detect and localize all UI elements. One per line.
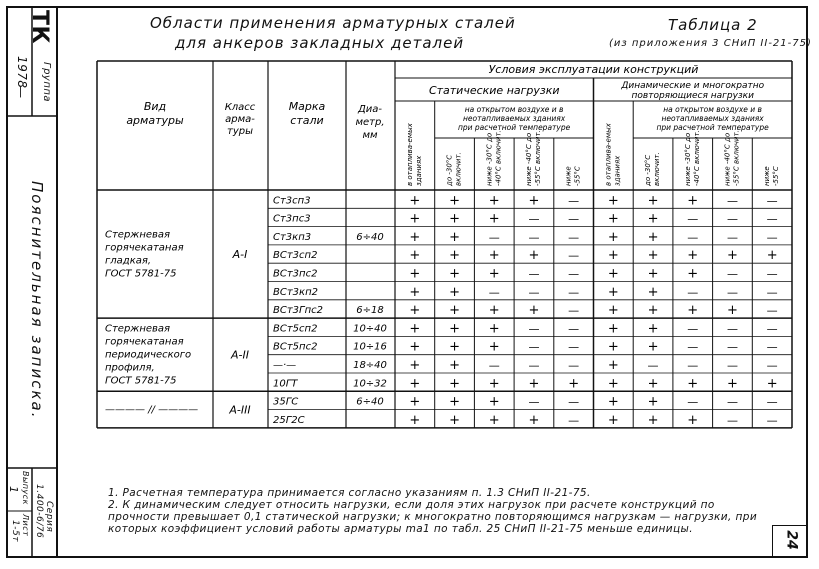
sub-header: ниже -40°С до	[524, 132, 533, 186]
applicability-mark: +	[409, 211, 421, 227]
applicability-mark: —	[528, 267, 540, 281]
grade-text: ВСт3Гпс2	[273, 305, 323, 317]
grade-text: 35ГС	[273, 396, 299, 408]
applicability-mark: —	[766, 230, 778, 244]
header-class: туры	[227, 126, 253, 137]
applicability-mark: +	[687, 303, 699, 319]
table-label: Таблица 2	[668, 16, 758, 34]
applicability-mark: +	[607, 303, 619, 319]
applicability-mark: —	[528, 359, 540, 372]
header-open-air-static: на открытом воздухе и в	[464, 105, 564, 114]
year: 1978	[15, 56, 29, 89]
applicability-mark: —	[568, 285, 580, 299]
kind-text: ———— // ————	[105, 404, 199, 416]
applicability-mark: +	[488, 412, 500, 428]
applicability-mark: +	[568, 376, 580, 392]
diameter-text: 10÷40	[353, 323, 387, 335]
applicability-mark: +	[687, 193, 699, 209]
applicability-mark: +	[488, 339, 500, 355]
sub-header: включит.	[653, 152, 662, 186]
applicability-mark: —	[488, 359, 500, 372]
diameter-text: 6÷40	[356, 396, 384, 408]
applicability-mark: +	[488, 248, 500, 264]
applicability-mark: +	[607, 248, 619, 264]
applicability-mark: —	[568, 322, 580, 336]
applicability-mark: —	[528, 322, 540, 336]
applicability-mark: +	[647, 248, 659, 264]
applicability-mark: +	[687, 376, 699, 392]
applicability-mark: —	[726, 322, 738, 336]
applicability-mark: —	[528, 285, 540, 299]
applicability-mark: +	[647, 229, 659, 245]
applicability-mark: +	[449, 266, 461, 282]
kind-text: Стержневая	[105, 229, 171, 241]
header-open-air-dynamic: на открытом воздухе и в	[663, 105, 762, 114]
applicability-mark: —	[568, 249, 580, 263]
applicability-mark: —	[726, 395, 738, 409]
diameter-text: 6÷40	[356, 231, 384, 243]
source-note: (из приложения 3 СНиП II-21-75)	[609, 38, 812, 49]
applicability-mark: +	[528, 303, 540, 319]
applicability-mark: +	[409, 248, 421, 264]
applicability-mark: +	[647, 321, 659, 337]
applicability-mark: —	[766, 304, 778, 318]
applicability-mark: +	[647, 266, 659, 282]
sub-header: -55°С включит.	[533, 130, 542, 186]
grade-text: Ст3кп3	[273, 231, 312, 243]
header-open-air-static: неотапливаемых зданиях	[463, 114, 566, 123]
applicability-mark: —	[726, 413, 738, 427]
applicability-mark: —	[568, 230, 580, 244]
kind-text: ГОСТ 5781-75	[105, 375, 177, 387]
applicability-mark: —	[687, 285, 699, 299]
class-text: А-I	[232, 248, 248, 262]
header-class: арма-	[225, 114, 255, 125]
sheet-label: Лист	[21, 514, 30, 537]
applicability-mark: +	[449, 303, 461, 319]
grade-text: ВСт5пс2	[273, 341, 318, 353]
applicability-mark: —	[687, 395, 699, 409]
applicability-mark: +	[409, 394, 421, 410]
applicability-mark: —	[568, 359, 580, 372]
applicability-mark: +	[726, 303, 738, 319]
sub-header: в отаплива-емых	[604, 123, 613, 186]
applicability-mark: —	[766, 395, 778, 409]
applicability-mark: —	[568, 194, 580, 208]
grade-text: ВСт5сп2	[273, 323, 318, 335]
applicability-mark: +	[449, 248, 461, 264]
applicability-mark: —	[687, 340, 699, 354]
applicability-mark: —	[766, 322, 778, 336]
applicability-mark: +	[488, 321, 500, 337]
header-kind: Вид	[143, 100, 167, 113]
header-diameter: Диа-	[357, 104, 383, 115]
applicability-mark: —	[687, 359, 699, 372]
applicability-mark: +	[687, 266, 699, 282]
applicability-mark: +	[726, 248, 738, 264]
sub-header: -40°С включит.	[494, 130, 503, 186]
applicability-mark: +	[488, 394, 500, 410]
applicability-mark: —	[726, 359, 738, 372]
applicability-mark: —	[687, 322, 699, 336]
header-grade: Марка	[288, 100, 326, 113]
applicability-mark: +	[647, 284, 659, 300]
series-value: 1.400-6/76	[34, 484, 44, 539]
applicability-mark: +	[647, 394, 659, 410]
header-open-air-static: при расчетной температуре	[457, 123, 571, 132]
applicability-mark: —	[528, 212, 540, 226]
header-dynamic: повторяющиеся нагрузки	[631, 91, 754, 101]
series-label: Серия	[44, 501, 54, 533]
header-dynamic: Динамические и многократно	[621, 81, 765, 91]
applicability-mark: +	[409, 321, 421, 337]
grade-text: 25Г2С	[273, 414, 305, 426]
sub-header: включит.	[454, 152, 463, 186]
applicability-mark: +	[409, 376, 421, 392]
applicability-mark: —	[528, 395, 540, 409]
applicability-mark: —	[568, 340, 580, 354]
applicability-mark: —	[726, 212, 738, 226]
sub-header: ниже	[564, 166, 573, 186]
sub-header: в отаплива-емых	[405, 123, 414, 186]
group-label: Группа	[41, 62, 52, 103]
sub-header: ниже -40°С до	[723, 132, 732, 186]
applicability-mark: +	[687, 412, 699, 428]
applicability-mark: —	[568, 212, 580, 226]
applicability-mark: +	[409, 284, 421, 300]
kind-text: профиля,	[105, 362, 155, 374]
applicability-mark: +	[647, 339, 659, 355]
applicability-mark: +	[449, 321, 461, 337]
applicability-mark: +	[766, 248, 778, 264]
applicability-mark: +	[607, 321, 619, 337]
applicability-mark: —	[726, 267, 738, 281]
applicability-mark: —	[766, 413, 778, 427]
applicability-mark: —	[488, 285, 500, 299]
header-static: Статические нагрузки	[428, 84, 560, 97]
kind-text: горячекатаная	[105, 242, 184, 254]
applicability-mark: —	[528, 340, 540, 354]
diameter-text: 10÷16	[353, 341, 387, 353]
kind-text: горячекатаная	[105, 336, 184, 348]
applicability-mark: +	[687, 248, 699, 264]
diameter-text: 18÷40	[353, 360, 387, 371]
sub-header: до -30°С	[445, 154, 454, 186]
grade-text: ВСт3сп2	[273, 250, 318, 262]
applicability-mark: +	[449, 339, 461, 355]
applicability-mark: +	[607, 266, 619, 282]
applicability-mark: +	[449, 412, 461, 428]
applicability-mark: —	[726, 285, 738, 299]
applicability-mark: +	[449, 394, 461, 410]
applicability-mark: —	[568, 267, 580, 281]
applicability-mark: +	[607, 193, 619, 209]
issue-label: Выпуск	[21, 471, 30, 505]
sheet-value: 1-5т	[10, 520, 20, 542]
applicability-mark: +	[528, 248, 540, 264]
applicability-mark: +	[449, 229, 461, 245]
applicability-mark: —	[647, 359, 659, 372]
grade-text: —·—	[273, 360, 297, 371]
title-line-2: для анкеров закладных деталей	[175, 34, 465, 52]
applicability-mark: +	[409, 412, 421, 428]
applicability-mark: +	[647, 193, 659, 209]
kind-text: периодического	[105, 349, 192, 361]
applicability-mark: +	[449, 284, 461, 300]
sub-header: ниже -30°С до	[683, 132, 692, 186]
sub-header: зданиях	[414, 155, 423, 186]
sub-header: -55°С	[772, 166, 781, 186]
group-value: —	[14, 86, 28, 99]
header-diameter: мм	[362, 130, 378, 141]
applicability-mark: +	[607, 358, 619, 373]
header-kind: арматуры	[126, 114, 184, 127]
applicability-mark: +	[488, 193, 500, 209]
applicability-mark: —	[568, 413, 580, 427]
class-text: А-III	[229, 403, 251, 417]
grade-text: Ст3пс3	[273, 213, 311, 225]
applicability-mark: —	[488, 230, 500, 244]
applicability-mark: +	[409, 303, 421, 319]
applicability-mark: +	[449, 358, 461, 373]
applicability-mark: —	[528, 230, 540, 244]
kind-text: Стержневая	[105, 323, 171, 335]
header-diameter: метр,	[355, 117, 385, 128]
applicability-mark: +	[488, 376, 500, 392]
applicability-mark: +	[409, 266, 421, 282]
applicability-mark: +	[409, 358, 421, 373]
kind-text: ГОСТ 5781-75	[105, 268, 177, 280]
applicability-mark: +	[607, 376, 619, 392]
issue-value: 1	[7, 486, 20, 494]
sub-header: -55°С	[573, 166, 582, 186]
applicability-mark: +	[488, 303, 500, 319]
applicability-mark: +	[409, 229, 421, 245]
applicability-mark: —	[766, 359, 778, 372]
applicability-mark: —	[726, 340, 738, 354]
applicability-mark: +	[488, 266, 500, 282]
grade-text: Ст3сп3	[273, 195, 311, 207]
header-grade: стали	[290, 114, 324, 127]
page-number: 24	[783, 530, 800, 550]
applicability-mark: +	[528, 412, 540, 428]
grade-text: 10ГТ	[273, 378, 298, 390]
applicability-mark: +	[607, 394, 619, 410]
diameter-text: 6÷18	[356, 305, 384, 317]
applicability-mark: —	[766, 285, 778, 299]
header-open-air-dynamic: при расчетной температуре	[656, 123, 769, 132]
header-conditions: Условия эксплуатации конструкций	[488, 63, 699, 76]
kind-text: гладкая,	[105, 255, 152, 267]
footnote-1: 1. Расчетная температура принимается согласно указаниям п. 1.3 СНиП II-21-75.	[108, 487, 591, 499]
sub-header: ниже -30°С до	[485, 132, 494, 186]
sub-header: до -30°С	[644, 154, 653, 186]
sub-header: зданиях	[613, 155, 622, 186]
applicability-mark: +	[726, 376, 738, 392]
logo: ТК	[27, 10, 52, 44]
applicability-mark: +	[647, 303, 659, 319]
class-text: А-II	[231, 348, 249, 362]
title-line-1: Области применения арматурных сталей	[150, 14, 516, 32]
applicability-mark: —	[687, 212, 699, 226]
applicability-mark: —	[766, 267, 778, 281]
applicability-mark: —	[726, 230, 738, 244]
applicability-mark: —	[766, 212, 778, 226]
diameter-text: 10÷32	[353, 378, 387, 390]
applicability-mark: +	[607, 339, 619, 355]
applicability-mark: +	[647, 412, 659, 428]
grade-text: ВСт3пс2	[273, 268, 318, 280]
applicability-mark: +	[647, 376, 659, 392]
applicability-mark: +	[607, 284, 619, 300]
applicability-mark: +	[409, 339, 421, 355]
applicability-mark: +	[449, 193, 461, 209]
applicability-mark: +	[647, 211, 659, 227]
sub-header: -40°С включит.	[692, 130, 701, 186]
footnotes	[108, 487, 768, 535]
header-open-air-dynamic: неотапливаемых зданиях	[661, 114, 764, 123]
grade-text: ВСт3кп2	[273, 286, 318, 298]
applicability-mark: +	[528, 376, 540, 392]
applicability-mark: +	[528, 193, 540, 209]
applicability-mark: +	[409, 193, 421, 209]
applicability-mark: +	[607, 412, 619, 428]
applicability-mark: +	[766, 376, 778, 392]
applicability-mark: +	[488, 211, 500, 227]
applicability-mark: —	[687, 230, 699, 244]
applicability-mark: +	[449, 211, 461, 227]
applicability-mark: —	[568, 395, 580, 409]
applicability-mark: —	[568, 304, 580, 318]
applicability-mark: —	[726, 194, 738, 208]
applicability-mark: —	[766, 340, 778, 354]
sub-header: ниже	[763, 166, 772, 186]
applicability-mark: +	[607, 211, 619, 227]
document-title: Пояснительная записка.	[28, 181, 46, 420]
sub-header: -55°С включит.	[732, 130, 741, 186]
applicability-mark: —	[766, 194, 778, 208]
applicability-mark: +	[607, 229, 619, 245]
header-class: Класс	[224, 102, 256, 113]
applicability-mark: +	[449, 376, 461, 392]
footnote-2: 2. К динамическим следует относить нагрузки, если доля этих нагрузок при расчете конструкций по прочности превышает 0,1 статической нагрузки; к многократно повторяющимся нагрузкам — нагрузки, при которых коэффициент условий работы арматуры mа1 по табл. 25 СНиП II-21-75 меньше единицы.	[108, 499, 758, 535]
